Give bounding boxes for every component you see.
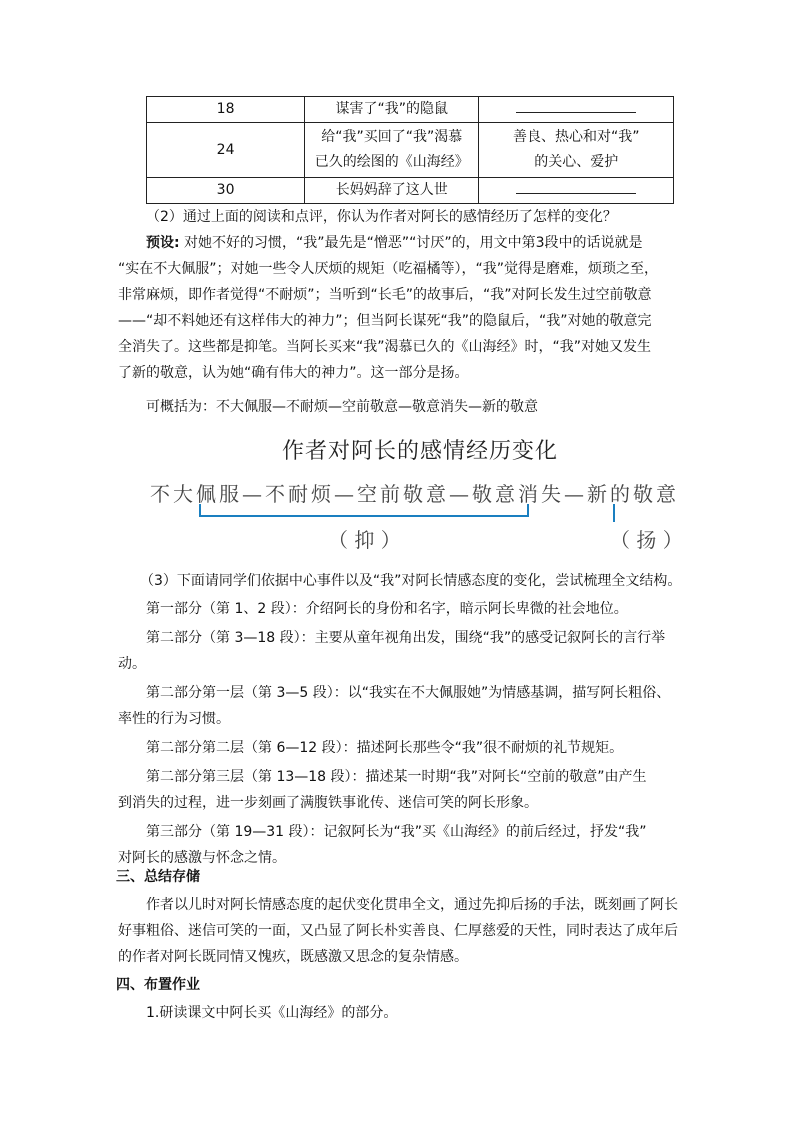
structure-block — [118, 596, 678, 871]
preset-line: 对她不好的习惯，“我”最先是“憎恶”“讨厌”的，用文中第3段中的话说就是 — [179, 235, 643, 251]
question-2: （2）通过上面的阅读和点评，你认为作者对阿长的感情经历了怎样的变化？ — [146, 209, 617, 225]
structure-layer3: 第二部分第三层（第 13—18 段）：描述某一时期“我”对阿长“空前的敬意”由产生 — [146, 769, 647, 785]
table-row — [147, 123, 674, 178]
structure-layer2: 第二部分第二层（第 6—12 段）：描述阿长那些令“我”很不耐烦的礼节规矩。 — [146, 740, 624, 756]
table-row — [147, 178, 674, 204]
preset-paragraph — [118, 230, 678, 386]
event-cell: 长妈妈辞了这人世 — [305, 178, 479, 204]
section-3-line: 作者以儿时对阿长情感态度的起伏变化贯串全文，通过先抑后扬的手法，既刻画了阿长 — [146, 897, 678, 913]
homework-item: 1.研读课文中阿长买《山海经》的部分。 — [146, 1005, 398, 1021]
para-cell: 18 — [147, 97, 305, 123]
structure-part3-cont: 对阿长的感激与怀念之情。 — [118, 850, 286, 866]
event-cell — [305, 123, 479, 178]
preset-line: 了新的敬意，认为她“确有伟大的神力”。这一部分是扬。 — [118, 365, 469, 381]
eval-line: 的关心、爱护 — [534, 154, 619, 170]
emotion-diagram — [140, 430, 700, 560]
section-4-heading: 四、布置作业 — [116, 977, 200, 993]
events-table — [146, 96, 674, 204]
question-3: （3）下面请同学们依据中心事件以及“我”对阿长情感态度的变化，尝试梳理全文结构。 — [140, 573, 682, 589]
section-3-body — [118, 892, 678, 970]
structure-layer3-cont: 到消失的过程，进一步刻画了满腹铁事讹传、迷信可笑的阿长形象。 — [118, 795, 538, 811]
eval-cell — [479, 178, 674, 204]
para-cell: 24 — [147, 123, 305, 178]
answer-blank — [516, 179, 636, 194]
event-cell: 谋害了“我”的隐鼠 — [305, 97, 479, 123]
preset-line: 非常麻烦，即作者觉得“不耐烦”；当听到“长毛”的故事后，“我”对阿长发生过空前敬意 — [118, 287, 652, 303]
eval-line: 善良、热心和对“我” — [512, 129, 640, 145]
section-3-heading: 三、总结存储 — [116, 869, 200, 885]
structure-part2-cont: 动。 — [118, 656, 146, 672]
label-yi: （ 抑 ） — [328, 528, 401, 552]
preset-label: 预设: — [146, 235, 180, 251]
diagram-sequence: 不大佩服—不耐烦—空前敬意—敬意消失—新的敬意 — [150, 482, 679, 506]
eval-cell — [479, 123, 674, 178]
structure-layer1-cont: 率性的行为习惯。 — [118, 711, 230, 727]
section-3-line: 的作者对阿长既同情又愧疚，既感激又思念的复杂情感。 — [118, 949, 468, 965]
section-3-line: 好事粗俗、迷信可笑的一面，又凸显了阿长朴实善良、仁厚慈爱的天性，同时表达了成年后 — [118, 923, 678, 939]
structure-part2: 第二部分（第 3—18 段）：主要从童年视角出发，围绕“我”的感受记叙阿长的言行举 — [146, 630, 666, 646]
preset-line: “实在不大佩服”；对她一些令人厌烦的规矩（吃福橘等），“我”觉得是磨难，烦琐之至， — [118, 261, 659, 277]
summary-line: 可概括为：不大佩服—不耐烦—空前敬意—敬意消失—新的敬意 — [146, 399, 538, 415]
label-yang: （ 扬 ） — [610, 528, 683, 552]
yi-bracket — [200, 504, 528, 516]
para-cell: 30 — [147, 178, 305, 204]
diagram-title: 作者对阿长的感情经历变化 — [281, 439, 558, 464]
eval-cell — [479, 97, 674, 123]
event-line: 给“我”买回了“我”渴慕 — [321, 129, 463, 145]
table-row — [147, 97, 674, 123]
answer-blank — [516, 98, 636, 113]
preset-line: 全消失了。这些都是抑笔。当阿长买来“我”渴慕已久的《山海经》时，“我”对她又发生 — [118, 339, 652, 355]
structure-layer1: 第二部分第一层（第 3—5 段）：以“我实在不大佩服她”为情感基调，描写阿长粗俗、 — [146, 685, 671, 701]
structure-part1: 第一部分（第 1、2 段）：介绍阿长的身份和名字，暗示阿长卑微的社会地位。 — [146, 601, 628, 617]
event-line: 已久的绘图的《山海经》 — [314, 154, 469, 170]
structure-part3: 第三部分（第 19—31 段）：记叙阿长为“我”买《山海经》的前后经过，抒发“我” — [146, 824, 647, 840]
preset-line: ——“却不料她还有这样伟大的神力”；但当阿长谋死“我”的隐鼠后，“我”对她的敬意完 — [118, 313, 652, 329]
